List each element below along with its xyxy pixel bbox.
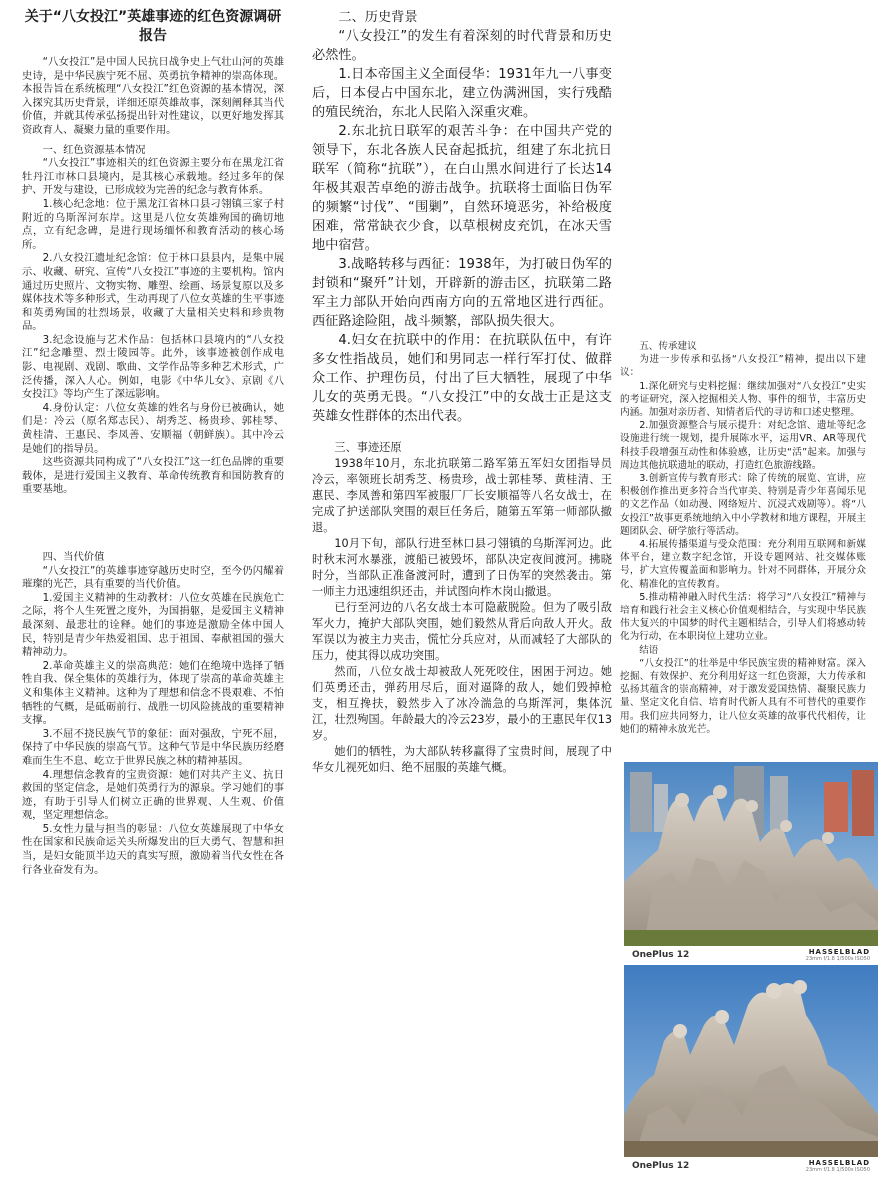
section1-heading: 一、红色资源基本情况 xyxy=(42,143,146,156)
section3-paragraph: 她们的牺牲，为大部队转移赢得了宝贵时间，展现了中华女儿视死如归、绝不屈服的英雄气概。 xyxy=(312,745,612,774)
section2-paragraph: 2.东北抗日联军的艰苦斗争：在中国共产党的领导下，东北各族人民奋起抵抗，组建了东北抗日联军（简称“抗联”），在白山黑水间进行了长达14年极其艰苦卓绝的游击战争。抗联将士面临日伪军的频繁“讨伐”、“围剿”，自然环境恶劣，补给极度困难，常常缺衣少食，以草根树皮充饥，在冰天雪地中宿营。 xyxy=(312,124,612,253)
section5-paragraph: 4.拓展传播渠道与受众范围：充分利用互联网和新媒体平台，建立数字纪念馆，开设专题网站、社交媒体账号，扩大宣传覆盖面和影响力。针对不同群体，开展分众化、精准化的宣传教育。 xyxy=(620,539,866,590)
section1-paragraph: 2.八女投江遗址纪念馆：位于林口县县内，是集中展示、收藏、研究、宣传“八女投江”事迹的主要机构。馆内通过历史照片、文物实物、雕塑、绘画、场景复原以及多媒体技术等多种形式，生动再现了八位女英雄的生平事迹和英勇殉国的壮烈场景，收藏了大量相关史料和珍贵物品。 xyxy=(22,252,284,333)
section2-paragraph: 4.妇女在抗联中的作用：在抗联队伍中，有许多女性指战员，她们和男同志一样行军打仗、做群众工作、护理伤员，付出了巨大牺牲，展现了中华儿女的英勇无畏。“八女投江”中的女战士正是这支英雄女性群体的杰出代表。 xyxy=(312,333,612,424)
photo-watermark xyxy=(624,1157,878,1175)
intro-paragraph: “八女投江”是中国人民抗日战争史上气壮山河的英雄史诗，是中华民族宁死不屈、英勇抗争精神的崇高体现。本报告旨在系统梳理“八女投江”红色资源的基本情况，深入探究其历史背景，详细还原英雄故事，深刻阐释其当代价值，并就其传承弘扬提出针对性建议，以更好地发挥其资政育人、凝聚力量的重要作用。 xyxy=(22,56,284,136)
photo-watermark xyxy=(624,946,878,964)
section2-paragraph: 3.战略转移与西征：1938年，为打破日伪军的封锁和“聚歼”计划，开辟新的游击区，抗联第二路军主力部队开始向西南方向的五常地区进行西征。西征路途险阻，战斗频繁，部队损失很大。 xyxy=(312,257,612,329)
section5-heading: 五、传承建议 xyxy=(639,341,697,352)
section3-paragraph: 10月下旬，部队行进至林口县刁翎镇的乌斯浑河边。此时秋末河水暴涨，渡船已被毁坏，部队决定夜间渡河。拂晓时分，当部队正准备渡河时，遭到了日伪军的突然袭击。第一师主力迅速组织还击，并试图向柞木岗山撤退。 xyxy=(312,537,612,598)
section5-paragraph: 3.创新宣传与教育形式：除了传统的展览、宣讲，应积极创作推出更多符合当代审美、特别是青少年喜闻乐见的文艺作品（如动漫、网络短片、沉浸式戏剧等）。将“八女投江”故事更系统地纳入中小学教材和地方课程，开展主题团队会、研学旅行等活动。 xyxy=(620,473,866,537)
section3-paragraph: 1938年10月，东北抗联第二路军第五军妇女团指导员冷云，率领班长胡秀芝、杨贵珍，战士郭桂琴、黄桂清、王惠民、李凤善和第四军被服厂厂长安顺福等八名女战士，在完成了护送部队突围的艰巨任务后，随第五军第一师部队撤退。 xyxy=(312,457,612,534)
section5-paragraph: 5.推动精神融入时代生活：将学习“八女投江”精神与培育和践行社会主义核心价值观相结合，与实现中华民族伟大复兴的中国梦的时代主题相结合，引导人们将感动转化为行动，在本职岗位上建功立业。 xyxy=(620,591,866,643)
monument-photo-1 xyxy=(624,762,878,964)
monument-photo-2 xyxy=(624,965,878,1175)
column-middle xyxy=(312,8,612,774)
section3-paragraph: 已行至河边的八名女战士本可隐蔽脱险。但为了吸引敌军火力，掩护大部队突围，她们毅然从背后向敌人开火。敌军误以为被主力夹击，慌忙分兵应对，从而减轻了大部队的压力，使其得以成功突围。 xyxy=(312,601,612,662)
section1-paragraph: 4.身份认定：八位女英雄的姓名与身份已被确认，她们是：冷云（原名郑志民）、胡秀芝、杨贵珍、郭桂琴、黄桂清、王惠民、李凤善、安顺福（朝鲜族）。其中冷云是她们的指导员。 xyxy=(22,401,284,455)
section4-paragraph: 4.理想信念教育的宝贵资源：她们对共产主义、抗日救国的坚定信念，是她们英勇行为的源泉。学习她们的事迹，有助于引导人们树立正确的世界观、人生观、价值观，坚定理想信念。 xyxy=(22,768,284,822)
camera-brand-label: HASSELBLAD xyxy=(808,948,870,956)
conclusion-paragraph: “八女投江”的壮举是中华民族宝贵的精神财富。深入挖掘、有效保护、充分利用好这一红色资源，大力传承和弘扬其蕴含的崇高精神，对于激发爱国热情、凝聚民族力量、坚定文化自信、培育时代新人具有不可替代的重要作用。我们应共同努力，让八位女英雄的故事代代相传，让她们的精神永放光芒。 xyxy=(620,657,866,735)
camera-spec-label: 23mm f/1.8 1/500s ISO50 xyxy=(805,1167,870,1173)
phone-brand-label: OnePlus 12 xyxy=(632,950,690,960)
section3-paragraph: 然而，八位女战士却被敌人死死咬住，困困于河边。她们英勇还击，弹药用尽后，面对逼降的敌人，她们毁掉枪支，相互搀扶，毅然步入了冰冷湍急的乌斯浑河，集体沉江，壮烈殉国。年龄最大的冷云23岁，最小的王惠民年仅13岁。 xyxy=(312,665,612,742)
section4-paragraph: “八女投江”的英雄事迹穿越历史时空，至今仍闪耀着璀璨的光芒，具有重要的当代价值。 xyxy=(22,564,284,591)
section4-heading: 四、当代价值 xyxy=(42,551,105,563)
section4-paragraph: 3.不屈不挠民族气节的象征：面对强敌，宁死不屈，保持了中华民族的崇高气节。这种气节是中华民族历经磨难而生生不息、屹立于世界民族之林的精神基因。 xyxy=(22,727,284,767)
sculpture-image xyxy=(624,762,878,946)
section1-paragraph: 3.纪念设施与艺术作品：包括林口县境内的“八女投江”纪念雕塑、烈士陵园等。此外，该事迹被创作成电影、电视剧、戏剧、歌曲、文学作品等多种艺术形式，广泛传播，深入人心。例如，电影《中华儿女》、京剧《八女投江》等均产生了深远影响。 xyxy=(22,333,284,401)
section4-paragraph: 5.女性力量与担当的彰显：八位女英雄展现了中华女性在国家和民族命运关头所爆发出的巨大勇气、智慧和担当，是妇女能顶半边天的真实写照，激励着当代女性在各行各业奋发有为。 xyxy=(22,822,284,876)
section4-paragraph: 2.革命英雄主义的崇高典范：她们在绝境中选择了牺牲自我、保全集体的英雄行为，体现了崇高的革命英雄主义和集体主义精神。这种为了理想和信念不畏艰难、不怕牺牲的气概，是砥砺前行、战胜一切风险挑战的重要精神支撑。 xyxy=(22,659,284,727)
camera-brand-label: HASSELBLAD xyxy=(808,1159,870,1167)
section5-paragraph: 1.深化研究与史料挖掘：继续加强对“八女投江”史实的考证研究，深入挖掘相关人物、事件的细节，丰富历史内涵。加强对亲历者、知情者后代的寻访和口述史整理。 xyxy=(620,380,866,419)
section1-paragraph: 1.核心纪念地：位于黑龙江省林口县刁翎镇三家子村附近的乌斯浑河东岸。这里是八位女英雄殉国的确切地点，立有纪念碑，是进行现场缅怀和教育活动的核心场所。 xyxy=(22,197,284,251)
report-title: 关于“八女投江”英雄事迹的红色资源调研报告 xyxy=(24,9,282,44)
conclusion-heading: 结语 xyxy=(639,644,659,656)
phone-brand-label: OnePlus 12 xyxy=(632,1161,690,1171)
section5-paragraph: 为进一步传承和弘扬“八女投江”精神，提出以下建议： xyxy=(620,354,866,379)
column-right xyxy=(620,340,866,760)
section4-paragraph: 1.爱国主义精神的生动教材：八位女英雄在民族危亡之际，将个人生死置之度外，为国捐躯，是爱国主义精神最深刻、最悲壮的诠释。她们的事迹是激励全体中国人民，特别是青少年热爱祖国、忠于祖国、奉献祖国的强大精神动力。 xyxy=(22,591,284,659)
section2-heading: 二、历史背景 xyxy=(338,10,418,25)
section2-paragraph: 1.日本帝国主义全面侵华：1931年九一八事变后，日本侵占中国东北，建立伪满洲国，实行残酷的殖民统治，东北人民陷入深重灾难。 xyxy=(312,67,612,120)
section1-paragraph: “八女投江”事迹相关的红色资源主要分布在黑龙江省牡丹江市林口县境内，是其核心承载地。经过多年的保护、开发与建设，已形成较为完善的纪念与教育体系。 xyxy=(22,157,284,197)
camera-spec-label: 23mm f/1.8 1/500s ISO50 xyxy=(805,956,870,962)
section5-paragraph: 2.加强资源整合与展示提升：对纪念馆、遗址等纪念设施进行统一规划，提升展陈水平，运用VR、AR等现代科技手段增强互动性和体验感，让历史“活”起来。加强与周边其他抗联遗址的联动，打造红色旅游线路。 xyxy=(620,420,866,471)
column-left xyxy=(22,8,284,1178)
section1-paragraph: 这些资源共同构成了“八女投江”这一红色品牌的重要载体，是进行爱国主义教育、革命传统教育和国防教育的重要基地。 xyxy=(22,456,284,496)
section3-heading: 三、事迹还原 xyxy=(334,441,402,454)
sculpture-image xyxy=(624,965,878,1157)
section2-paragraph: “八女投江”的发生有着深刻的时代背景和历史必然性。 xyxy=(312,29,612,63)
